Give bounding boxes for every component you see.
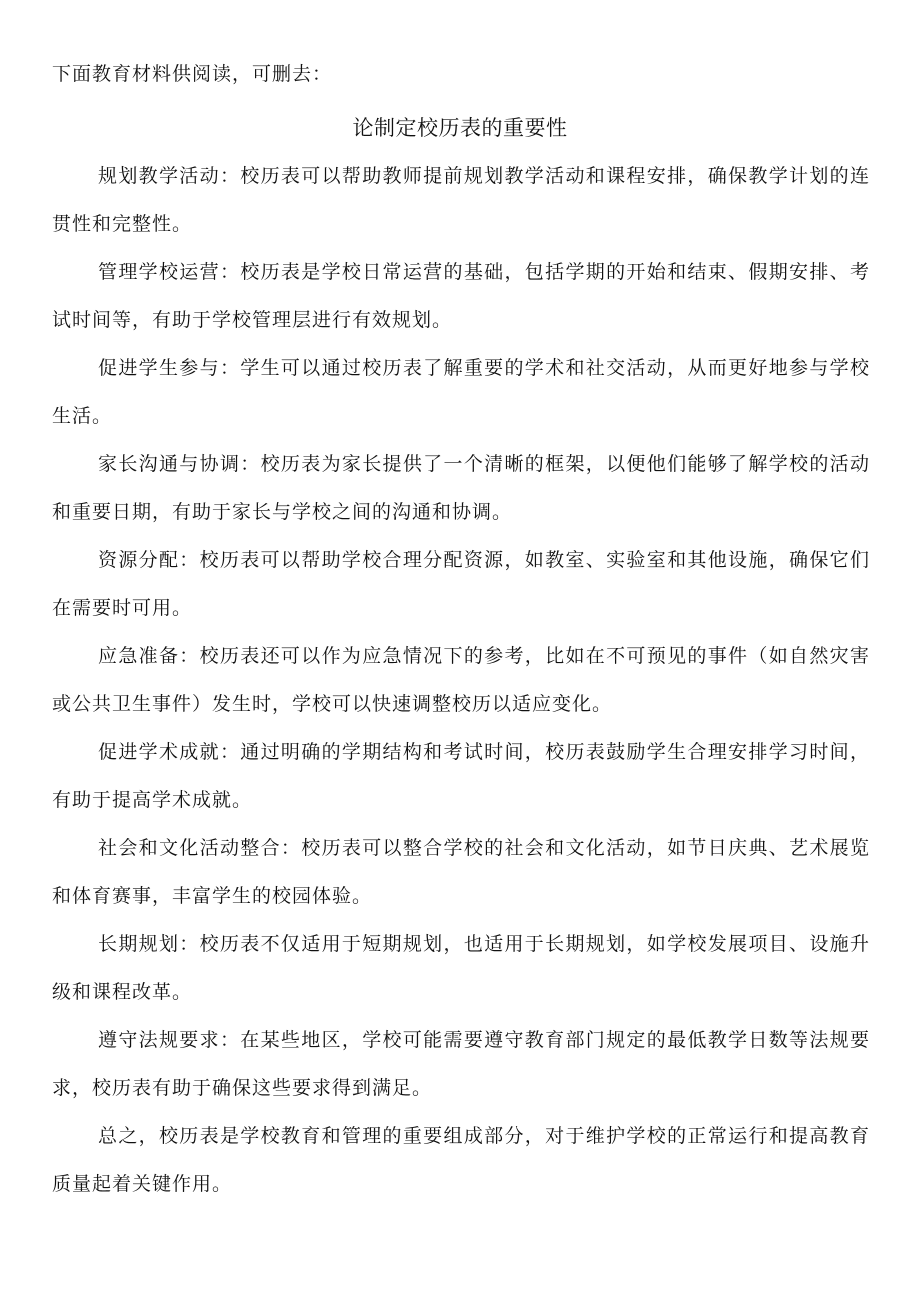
paragraph-student-participation: 促进学生参与：学生可以通过校历表了解重要的学术和社交活动，从而更好地参与学校生活。: [52, 357, 870, 427]
reading-note: 下面教育材料供阅读，可删去：: [52, 63, 333, 85]
paragraph-emergency-preparation: 应急准备：校历表还可以作为应急情况下的参考，比如在不可预见的事件（如自然灾害或公共卫生事件）发生时，学校可以快速调整校历以适应变化。: [52, 645, 870, 715]
paragraph-conclusion: 总之，校历表是学校教育和管理的重要组成部分，对于维护学校的正常运行和提高教育质量起着关键作用。: [52, 1125, 870, 1195]
paragraph-parent-communication: 家长沟通与协调：校历表为家长提供了一个清晰的框架，以便他们能够了解学校的活动和重要日期，有助于家长与学校之间的沟通和协调。: [52, 453, 870, 523]
paragraph-regulatory-compliance: 遵守法规要求：在某些地区，学校可能需要遵守教育部门规定的最低教学日数等法规要求，校历表有助于确保这些要求得到满足。: [52, 1029, 870, 1099]
paragraph-academic-achievement: 促进学术成就：通过明确的学期结构和考试时间，校历表鼓励学生合理安排学习时间，有助于提高学术成就。: [52, 741, 870, 811]
paragraph-long-term-planning: 长期规划：校历表不仅适用于短期规划，也适用于长期规划，如学校发展项目、设施升级和课程改革。: [52, 933, 870, 1003]
paragraph-manage-operations: 管理学校运营：校历表是学校日常运营的基础，包括学期的开始和结束、假期安排、考试时间等，有助于学校管理层进行有效规划。: [52, 261, 870, 331]
document-body: [52, 152, 870, 1208]
document-title: 论制定校历表的重要性: [352, 116, 568, 140]
paragraph-cultural-activities: 社会和文化活动整合：校历表可以整合学校的社会和文化活动，如节日庆典、艺术展览和体育赛事，丰富学生的校园体验。: [52, 837, 870, 907]
paragraph-resource-allocation: 资源分配：校历表可以帮助学校合理分配资源，如教室、实验室和其他设施，确保它们在需要时可用。: [52, 549, 870, 619]
paragraph-plan-teaching: 规划教学活动：校历表可以帮助教师提前规划教学活动和课程安排，确保教学计划的连贯性和完整性。: [52, 165, 870, 235]
